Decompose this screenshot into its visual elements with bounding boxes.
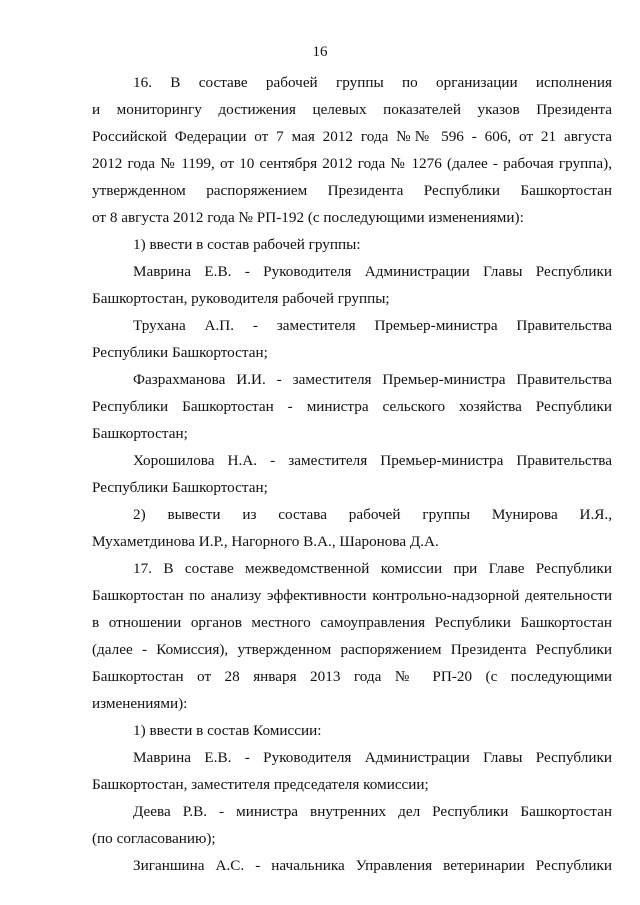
paragraph-line: изменениями): — [92, 695, 188, 712]
paragraph-line: 1) ввести в состав рабочей группы: — [133, 236, 361, 253]
paragraph-line: 1) ввести в состав Комиссии: — [133, 722, 322, 739]
paragraph-line: Мухаметдинова И.Р., Нагорного В.А., Шаронова Д.А. — [92, 533, 439, 550]
paragraph-line: Республики Башкортостан; — [92, 479, 268, 496]
paragraph-line: Республики Башкортостан - министра сельского хозяйства Республики — [92, 398, 612, 415]
paragraph-line: Фазрахманова И.И. - заместителя Премьер-министра Правительства — [133, 371, 612, 388]
paragraph-line: Маврина Е.В. - Руководителя Администрации Главы Республики — [133, 263, 612, 280]
paragraph-line: утвержденном распоряжением Президента Республики Башкортостан — [92, 182, 612, 199]
paragraph-line: Башкортостан; — [92, 425, 188, 442]
paragraph-line: (по согласованию); — [92, 830, 216, 847]
paragraph-line: 2) вывести из состава рабочей группы Мунирова И.Я., — [133, 506, 612, 523]
paragraph-line: 16. В составе рабочей группы по организации исполнения — [133, 74, 612, 91]
paragraph-line: Трухана А.П. - заместителя Премьер-министра Правительства — [133, 317, 612, 334]
paragraph-line: Деева Р.В. - министра внутренних дел Республики Башкортостан — [133, 803, 612, 820]
paragraph-line: Маврина Е.В. - Руководителя Администрации Главы Республики — [133, 749, 612, 766]
page-number: 16 — [312, 44, 328, 60]
paragraph-line: Российской Федерации от 7 мая 2012 года №№ 596 - 606, от 21 августа — [92, 128, 612, 145]
paragraph-line: Башкортостан по анализу эффективности контрольно-надзорной деятельности — [92, 587, 612, 604]
paragraph-line: Хорошилова Н.А. - заместителя Премьер-министра Правительства — [133, 452, 612, 469]
paragraph-line: Республики Башкортостан; — [92, 344, 268, 361]
paragraph-line: и мониторингу достижения целевых показателей указов Президента — [92, 101, 612, 118]
paragraph-line: Башкортостан от 28 января 2013 года № РП-20 (с последующими — [92, 668, 612, 685]
paragraph-line: 17. В составе межведомственной комиссии при Главе Республики — [133, 560, 612, 577]
paragraph-line: (далее - Комиссия), утвержденном распоряжением Президента Республики — [92, 641, 612, 658]
paragraph-line: Зиганшина А.С. - начальника Управления ветеринарии Республики — [133, 857, 612, 874]
paragraph-line: 2012 года № 1199, от 10 сентября 2012 года № 1276 (далее - рабочая группа), — [92, 155, 612, 172]
paragraph-line: Башкортостан, руководителя рабочей группы; — [92, 290, 390, 307]
paragraph-line: в отношении органов местного самоуправления Республики Башкортостан — [92, 614, 612, 631]
paragraph-line: от 8 августа 2012 года № РП-192 (с последующими изменениями): — [92, 209, 524, 226]
paragraph-line: Башкортостан, заместителя председателя комиссии; — [92, 776, 429, 793]
